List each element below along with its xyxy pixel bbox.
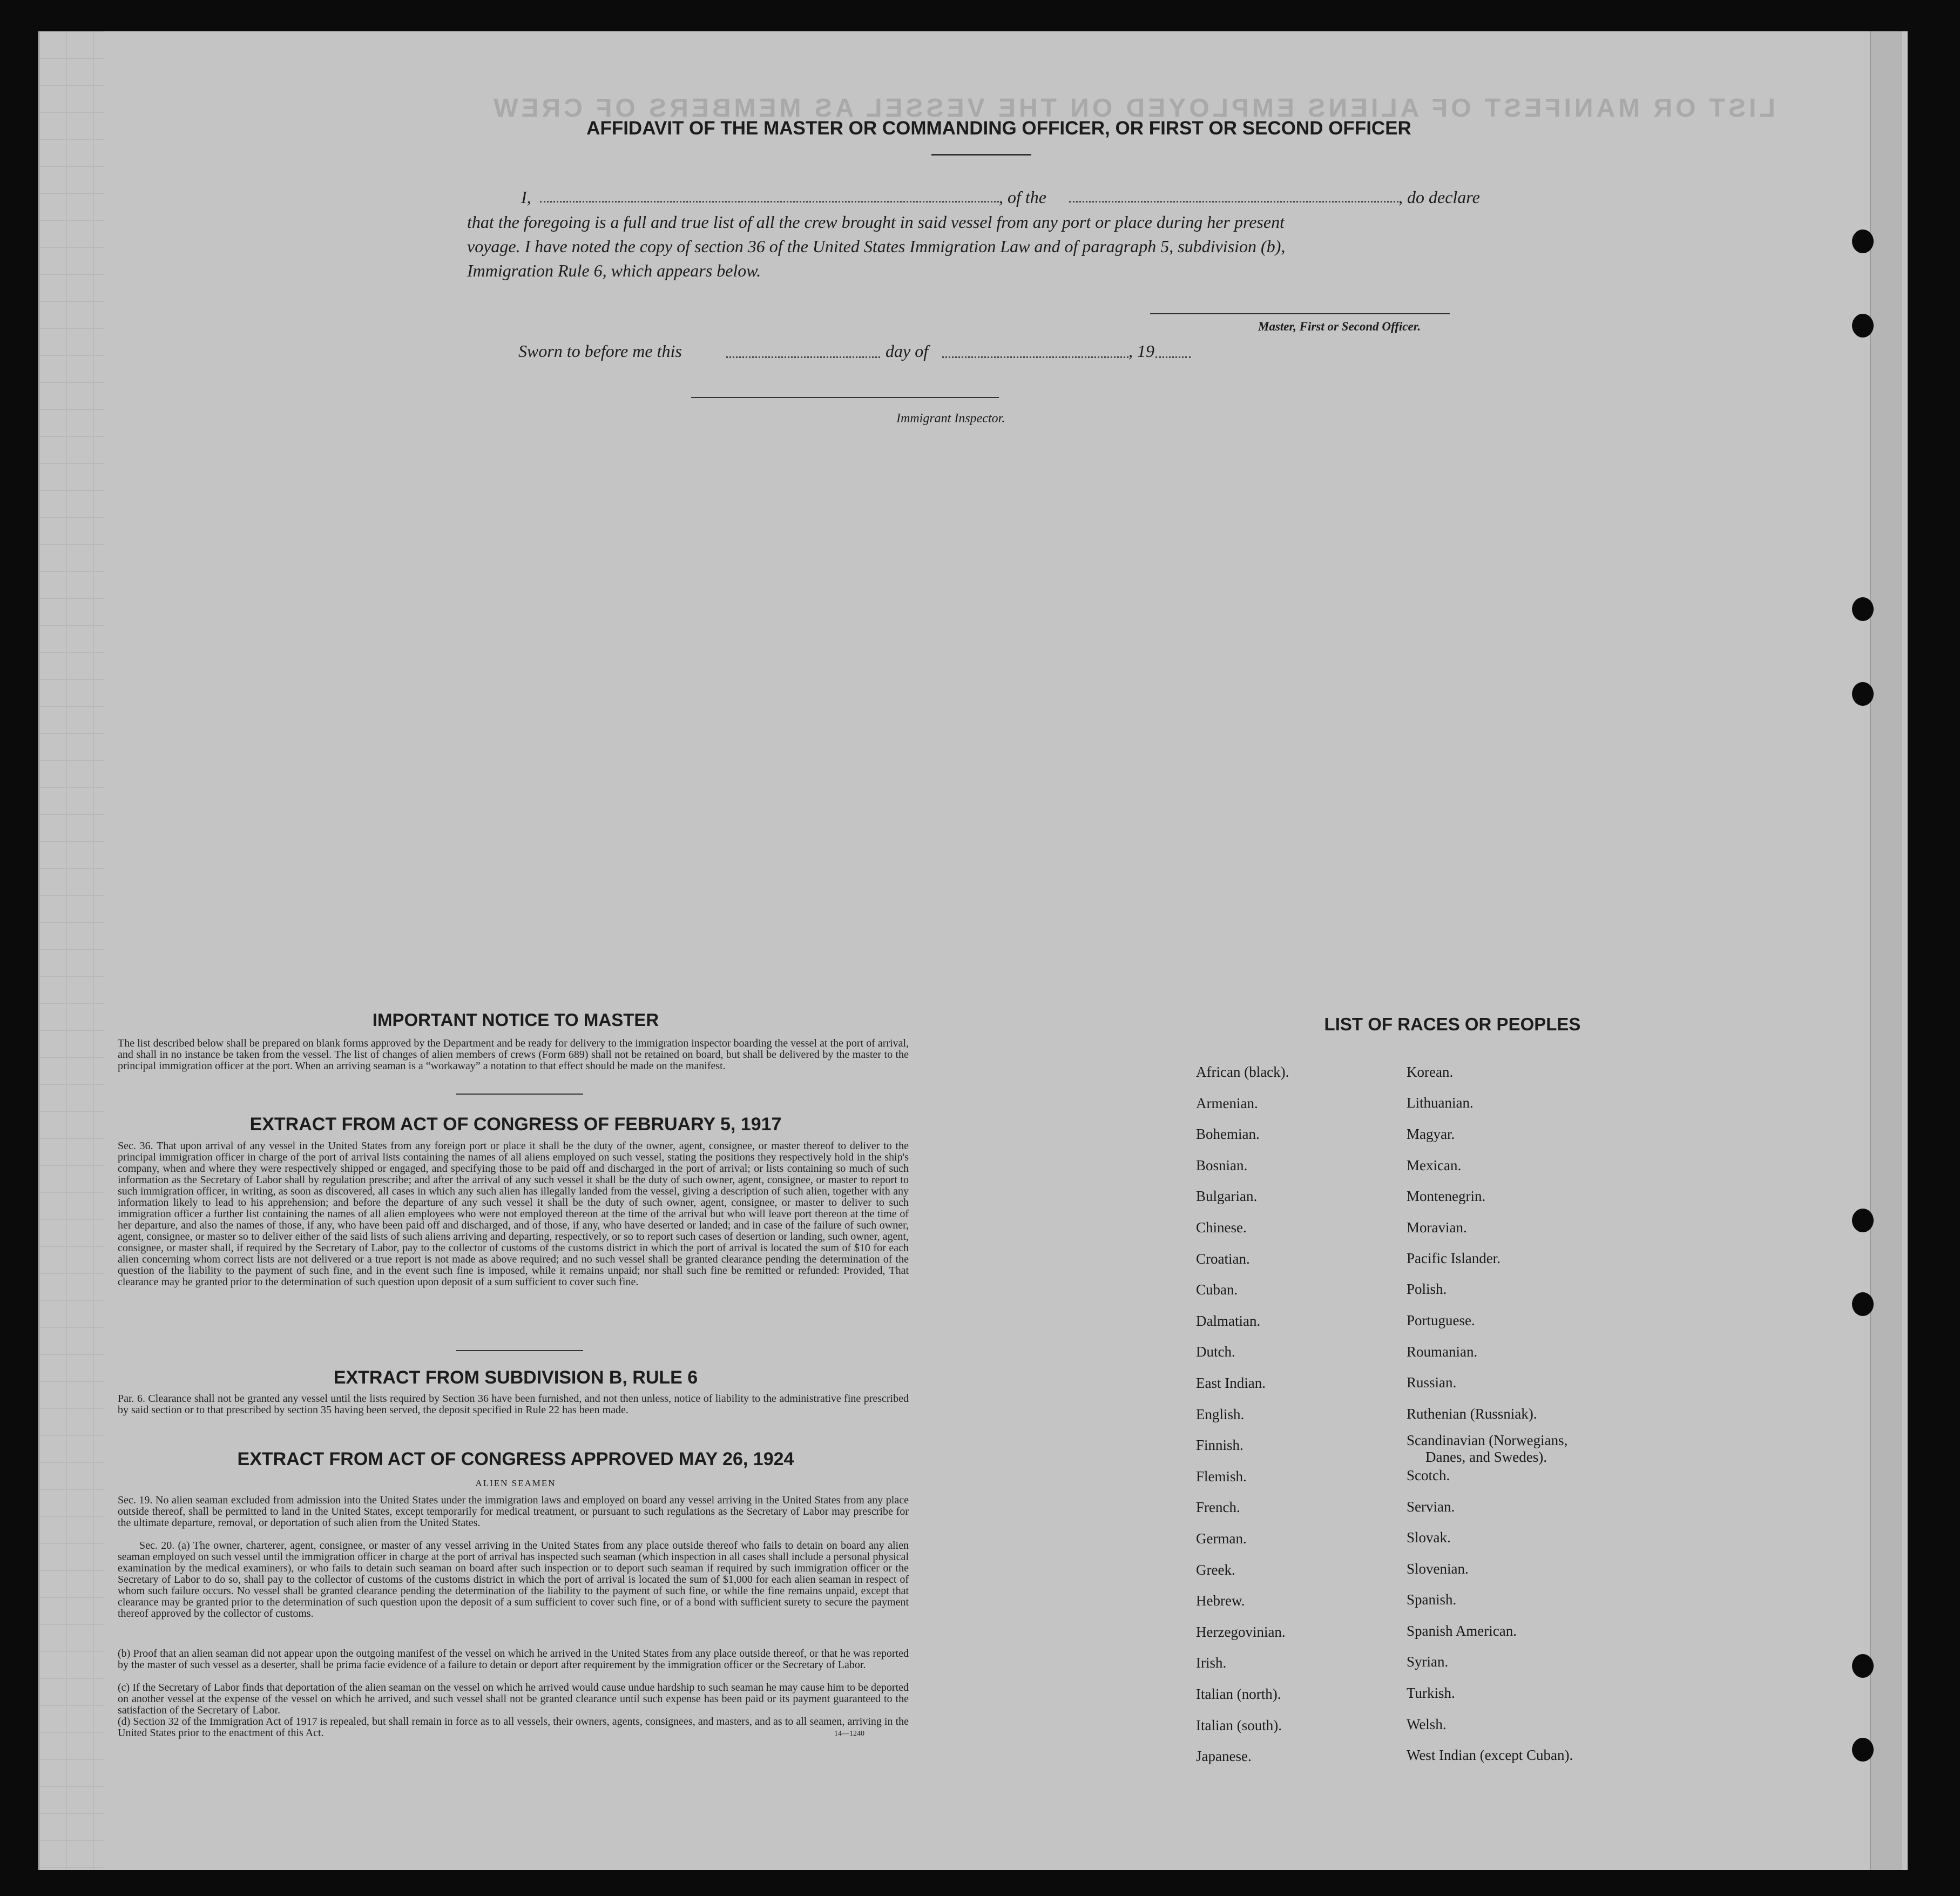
race-item: Cuban. — [1196, 1281, 1238, 1298]
race-item: Servian. — [1407, 1499, 1455, 1515]
race-item: Croatian. — [1196, 1251, 1250, 1267]
punch-hole-icon — [1852, 230, 1874, 253]
divider — [931, 154, 1031, 156]
affidavit-of-the: , of the — [999, 187, 1046, 207]
punch-hole-icon — [1852, 682, 1874, 706]
race-item: Armenian. — [1196, 1095, 1258, 1111]
sworn-day-of: day of — [886, 341, 929, 361]
race-item: English. — [1196, 1406, 1245, 1422]
race-item: Bohemian. — [1196, 1126, 1260, 1142]
race-item: French. — [1196, 1499, 1240, 1515]
inspector-label: Immigrant Inspector. — [896, 411, 1005, 426]
race-item: Italian (north). — [1196, 1686, 1281, 1702]
signature-line[interactable] — [1150, 313, 1450, 314]
signature-label: Master, First or Second Officer. — [1258, 320, 1421, 333]
punch-hole-icon — [1852, 1738, 1874, 1762]
affidavit-do-declare: , do declare — [1398, 187, 1480, 207]
rule6-body: Par. 6. Clearance shall not be granted any vessel until the lists required by Section 36 have been furnished, and not then unless, notice of liability to the administrative fine prescribed by said section or to that prescribed by section 35 having been served, the deposit specified in Rule 22 has been made. — [118, 1393, 909, 1416]
race-item: Magyar. — [1407, 1126, 1455, 1142]
race-item: West Indian (except Cuban). — [1407, 1747, 1573, 1763]
sworn-prefix: Sworn to before me this — [518, 341, 682, 361]
extract-1924-subtitle: ALIEN SEAMEN — [475, 1478, 556, 1488]
extract-1924-sec20d: (d) Section 32 of the Immigration Act of 1917 is repealed, but shall remain in force as to all vessels, their owners, agents, consignees, and masters, and as to all seamen, arriving in the United States prior to the enactment of this Act. — [118, 1716, 909, 1739]
punch-hole-icon — [1852, 1209, 1874, 1232]
race-item: Dutch. — [1196, 1344, 1235, 1360]
bleed-through-heading: LIST OR MANIFEST OF ALIENS EMPLOYED ON THE VESSEL AS MEMBERS OF CREW — [490, 94, 1775, 123]
race-item: Ruthenian (Russniak). — [1407, 1406, 1537, 1422]
extract-1924-sec20a: Sec. 20. (a) The owner, charterer, agent, consignee, or master of any vessel arriving in the United States from any place outside thereof who fails to detain on board any alien seaman employed on such vessel until the immigration officer in charge at the port of arrival has inspected such seaman (which inspection in all cases shall include a personal physical examination by the medical examiners), or who fails to detain such seaman on board after such inspection or to deport such seaman if required by such immigration officer or the Secretary of Labor to do so, shall pay to the collector of customs of the customs district in which the port of arrival is located the sum of $1,000 for each alien seaman in respect of whom such failure occurs. No vessel shall be granted clearance pending the determination of the liability to the payment of such fine, or while the fine remains unpaid, except that clearance may be granted prior to the determination of such question upon the deposit of a sum sufficient to cover such fine, or of a bond with sufficient surety to secure the payment thereof approved by the collector of customs. — [118, 1540, 909, 1620]
race-item: East Indian. — [1196, 1375, 1266, 1391]
form-number: 14—1240 — [834, 1730, 864, 1738]
race-item: Bulgarian. — [1196, 1188, 1258, 1204]
race-item: Finnish. — [1196, 1437, 1243, 1453]
races-title: LIST OF RACES OR PEOPLES — [1324, 1014, 1581, 1034]
affidavit-line-2: voyage. I have noted the copy of section 36 of the United States Immigration Law and of paragraph 5, subdivision (b), — [467, 237, 1286, 256]
sworn-month-line[interactable] — [942, 356, 1128, 358]
divider — [456, 1094, 583, 1095]
extract-1924-sec20c: (c) If the Secretary of Labor finds that deportation of the alien seaman on the vessel on which he arrived would cause undue hardship to such seaman he may cause him to be deported on another vessel at the expense of the vessel on which he arrived, and such vessel shall not be granted clearance until such expense has been paid or its payment guaranteed to the satisfaction of the Secretary of Labor. — [118, 1682, 909, 1716]
punch-hole-icon — [1852, 597, 1874, 621]
vessel-field-line[interactable] — [1069, 201, 1398, 203]
race-item: Lithuanian. — [1407, 1095, 1474, 1111]
race-item: Japanese. — [1196, 1748, 1252, 1764]
extract-1924-title: EXTRACT FROM ACT OF CONGRESS APPROVED MAY 26, 1924 — [237, 1449, 794, 1469]
binding-strip — [1870, 31, 1902, 1870]
race-item: Flemish. — [1196, 1468, 1247, 1485]
sworn-year: , 19 — [1128, 341, 1154, 361]
race-item: Portuguese. — [1407, 1312, 1475, 1328]
sworn-day-line[interactable] — [726, 356, 880, 358]
race-item: Pacific Islander. — [1407, 1250, 1501, 1266]
race-item: African (black). — [1196, 1064, 1289, 1080]
rule6-title: EXTRACT FROM SUBDIVISION B, RULE 6 — [333, 1367, 698, 1388]
punch-hole-icon — [1852, 314, 1874, 338]
affidavit-i-label: I, — [521, 187, 531, 207]
race-item: Montenegrin. — [1407, 1188, 1486, 1204]
race-item-continuation: Danes, and Swedes). — [1425, 1449, 1547, 1465]
race-item: Chinese. — [1196, 1219, 1247, 1236]
race-item: Herzegovinian. — [1196, 1624, 1286, 1640]
name-field-line[interactable] — [540, 201, 999, 203]
race-item: Slovak. — [1407, 1529, 1451, 1546]
affidavit-line-1: that the foregoing is a full and true list of all the crew brought in said vessel from any port or place during her present — [467, 212, 1285, 232]
race-item: Scotch. — [1407, 1467, 1450, 1483]
extract-1917-title: EXTRACT FROM ACT OF CONGRESS OF FEBRUARY 5, 1917 — [249, 1114, 782, 1135]
race-item: Spanish American. — [1407, 1623, 1517, 1639]
divider — [456, 1350, 583, 1351]
punch-hole-icon — [1852, 1654, 1874, 1678]
race-item: Moravian. — [1407, 1219, 1467, 1236]
race-item: Roumanian. — [1407, 1344, 1478, 1360]
extract-1917-body: Sec. 36. That upon arrival of any vessel in the United States from any foreign port or place it shall be the duty of the owner, agent, consignee, or master thereof to deliver to the principal immigration officer in charge of the port of arrival lists containing the names of all aliens employed on such vessel, stating the positions they respectively hold in the ship's company, when and where they were respectively shipped or engaged, and specifying those to be paid off and discharged in the port of arrival; or lists containing so much of such information as the Secretary of Labor shall by regulation prescribe; and after the arrival of any such vessel it shall be the duty of such owner, agent, consignee, or master to report to such immigration officer, in writing, as soon as discovered, all cases in which any such alien has illegally landed from the vessel, giving a description of such alien, together with any information likely to lead to his apprehension; and before the departure of any such vessel it shall be the duty of such owner, agent, consignee, or master to deliver to such immigration officer a further list containing the names of all alien employees who were not employed thereon at the time of the arrival but who will leave port thereon at the time of her departure, and also the names of those, if any, who have been paid off and discharged, and of those, if any, who have deserted or landed; and in case of the failure of such owner, agent, consignee, or master so to deliver either of the said lists of such aliens arriving and departing, respectively, or so to report such cases of desertion or landing, such owner, agent, consignee, or master shall, if required by the Secretary of Labor, pay to the collector of customs of the customs district in which the port of arrival is located the sum of $10 for each alien concerning whom correct lists are not delivered or a true report is not made as above required; and no such vessel shall be granted clearance pending the determination of the question of the liability to the payment of such fine, and in the event such fine is imposed, while it remains unpaid; nor shall such fine be remitted or refunded: Provided, That clearance may be granted prior to the determination of such question upon deposit of a sum sufficient to cover such fine. — [118, 1140, 909, 1288]
race-item: Bosnian. — [1196, 1157, 1248, 1173]
race-item: Italian (south). — [1196, 1717, 1282, 1733]
race-item: Korean. — [1407, 1064, 1454, 1080]
sworn-year-line[interactable] — [1155, 356, 1191, 358]
race-item: Dalmatian. — [1196, 1313, 1261, 1329]
race-item: Syrian. — [1407, 1654, 1449, 1670]
punch-hole-icon — [1852, 1292, 1874, 1316]
race-item: Slovenian. — [1407, 1561, 1469, 1577]
notice-title: IMPORTANT NOTICE TO MASTER — [372, 1010, 659, 1030]
left-grid-edge — [39, 31, 104, 1870]
affidavit-title: AFFIDAVIT OF THE MASTER OR COMMANDING OFFICER, OR FIRST OR SECOND OFFICER — [586, 118, 1411, 139]
race-item: Spanish. — [1407, 1591, 1457, 1608]
race-item: Russian. — [1407, 1374, 1457, 1391]
race-item: Scandinavian (Norwegians, — [1407, 1432, 1568, 1448]
affidavit-line-3: Immigration Rule 6, which appears below. — [467, 261, 761, 280]
race-item: Welsh. — [1407, 1716, 1447, 1732]
extract-1924-sec19: Sec. 19. No alien seaman excluded from admission into the United States under the immigration laws and employed on board any vessel arriving in the United States from any place outside thereof, shall be permitted to land in the United States, except temporarily for medical treatment, or pursuant to such regulations as the Secretary of Labor may prescribe for the ultimate departure, removal, or deportation of such alien from the United States. — [118, 1494, 909, 1529]
race-item: German. — [1196, 1530, 1247, 1547]
race-item: Hebrew. — [1196, 1593, 1245, 1609]
race-item: Mexican. — [1407, 1157, 1462, 1173]
race-item: Polish. — [1407, 1281, 1447, 1297]
notice-body: The list described below shall be prepared on blank forms approved by the Department and be ready for delivery to the immigration inspector boarding the vessel at the port of arrival, and shall in no instance be taken from the vessel. The list of changes of alien members of crews (Form 689) shall not be retained on board, but shall be delivered by the master to the principal immigration officer at the port. When an arriving seaman is a “workaway” a notation to that effect should be made on the manifest. — [118, 1037, 909, 1072]
race-item: Turkish. — [1407, 1685, 1455, 1701]
race-item: Greek. — [1196, 1562, 1235, 1578]
race-item: Irish. — [1196, 1655, 1227, 1671]
extract-1924-sec20b: (b) Proof that an alien seaman did not appear upon the outgoing manifest of the vessel on which he arrived in the United States from any place outside thereof, or that he was reported by the master of such vessel as a deserter, shall be prima facie evidence of a failure to detain or deport after requirement by the immigration officer or the Secretary of Labor. — [118, 1648, 909, 1671]
inspector-line[interactable] — [691, 397, 999, 398]
